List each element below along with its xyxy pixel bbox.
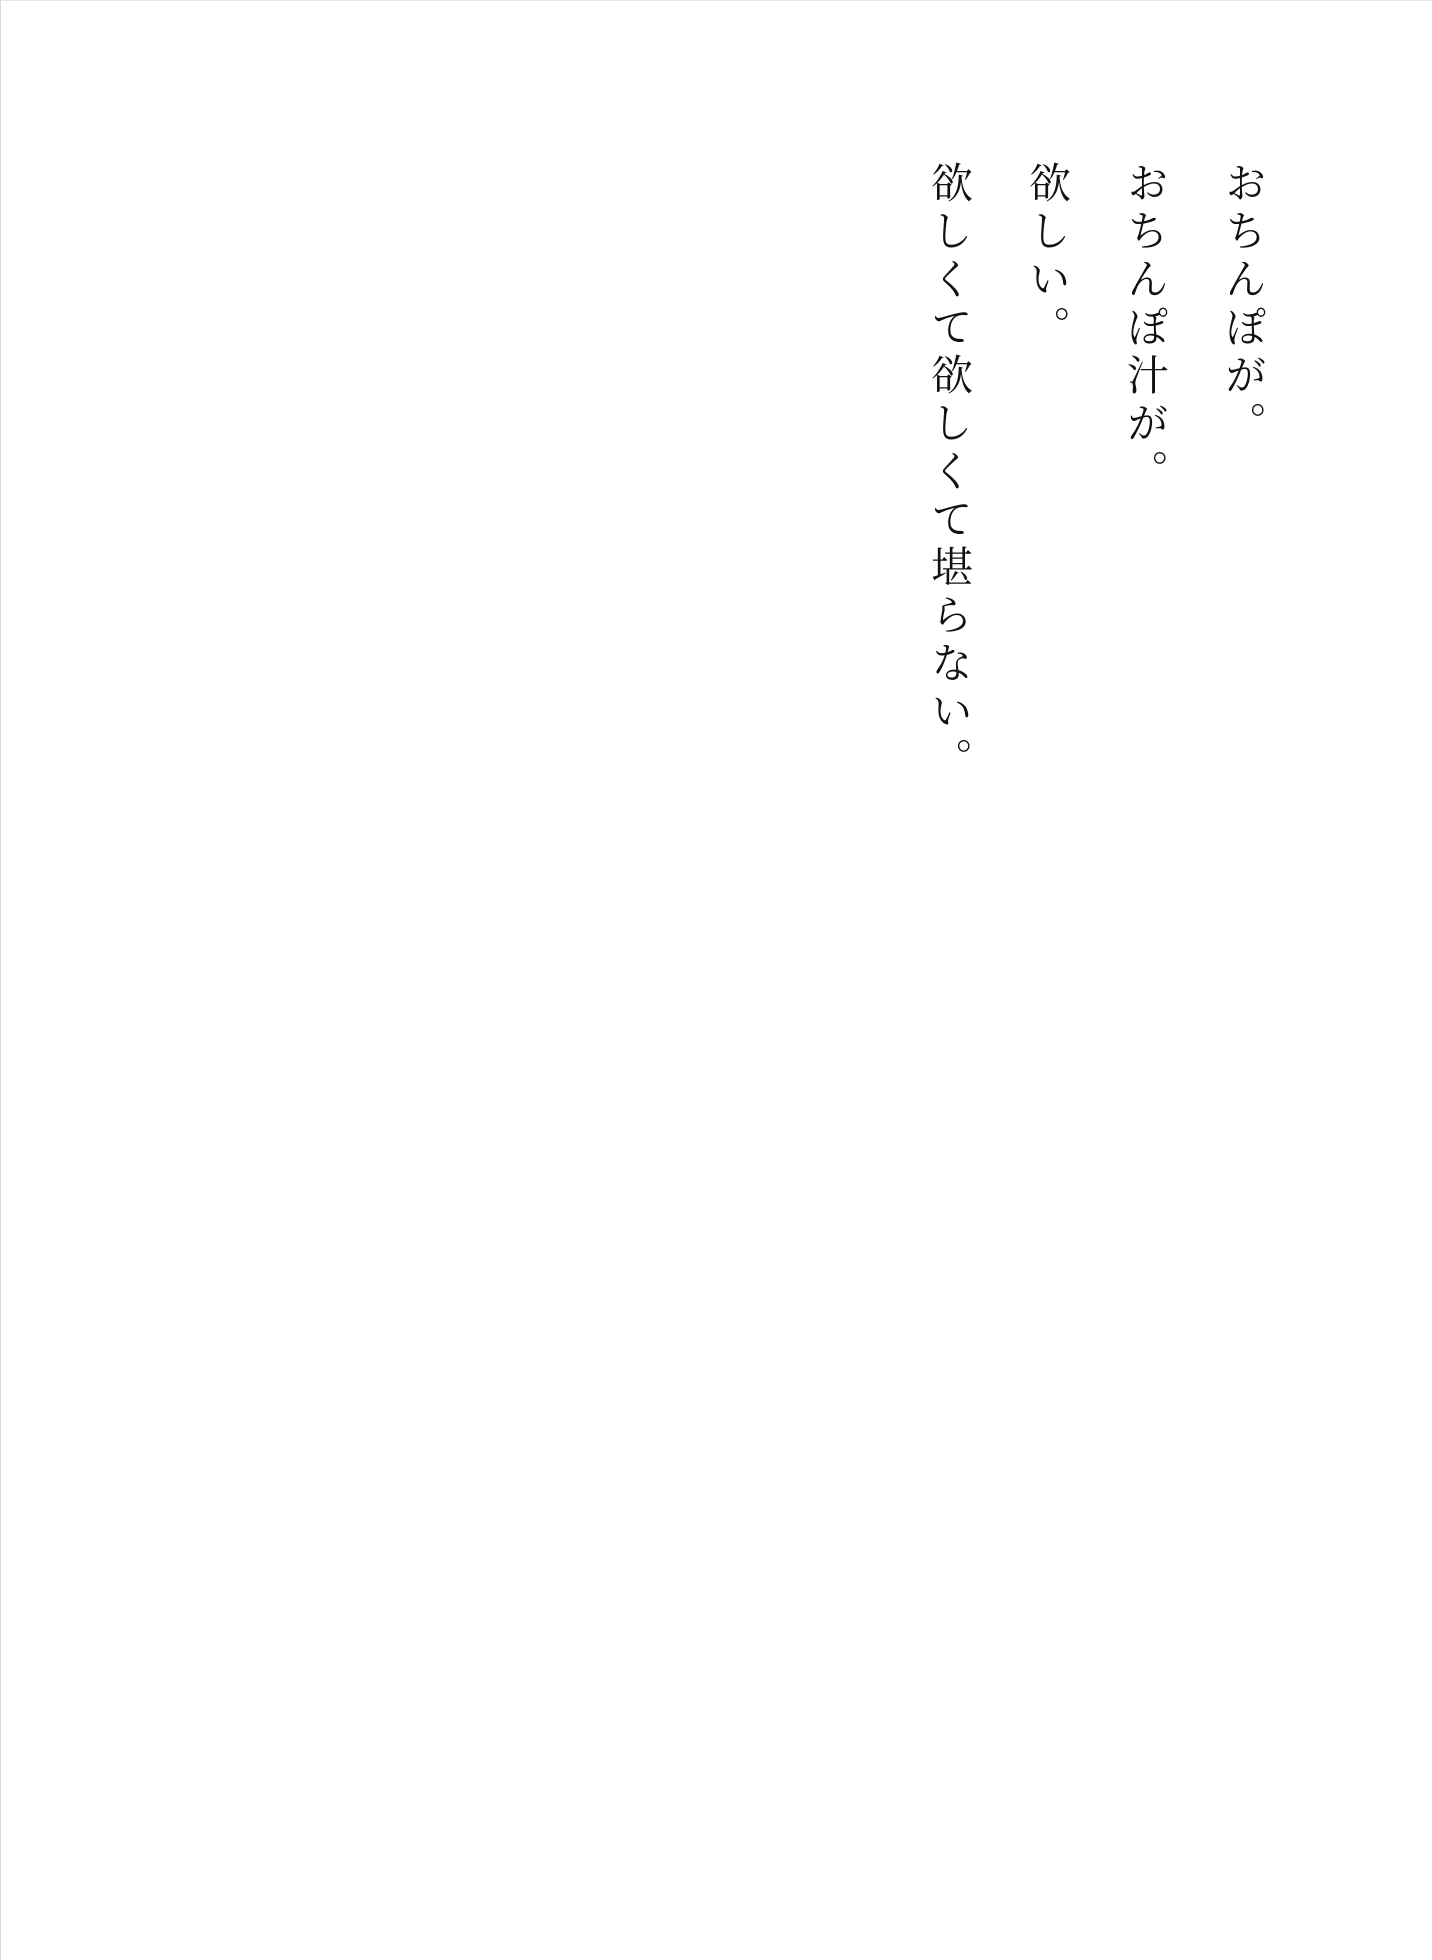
- paragraph-line: おちんぽ汁が。: [1121, 161, 1170, 497]
- paragraph-line: おちんぽが。: [1219, 161, 1268, 449]
- vertical-text-block: [142, 161, 1292, 1881]
- paragraph-line: 欲しい。: [1023, 161, 1072, 353]
- paragraph-line: 欲しくて欲しくて堪らない。: [925, 161, 974, 785]
